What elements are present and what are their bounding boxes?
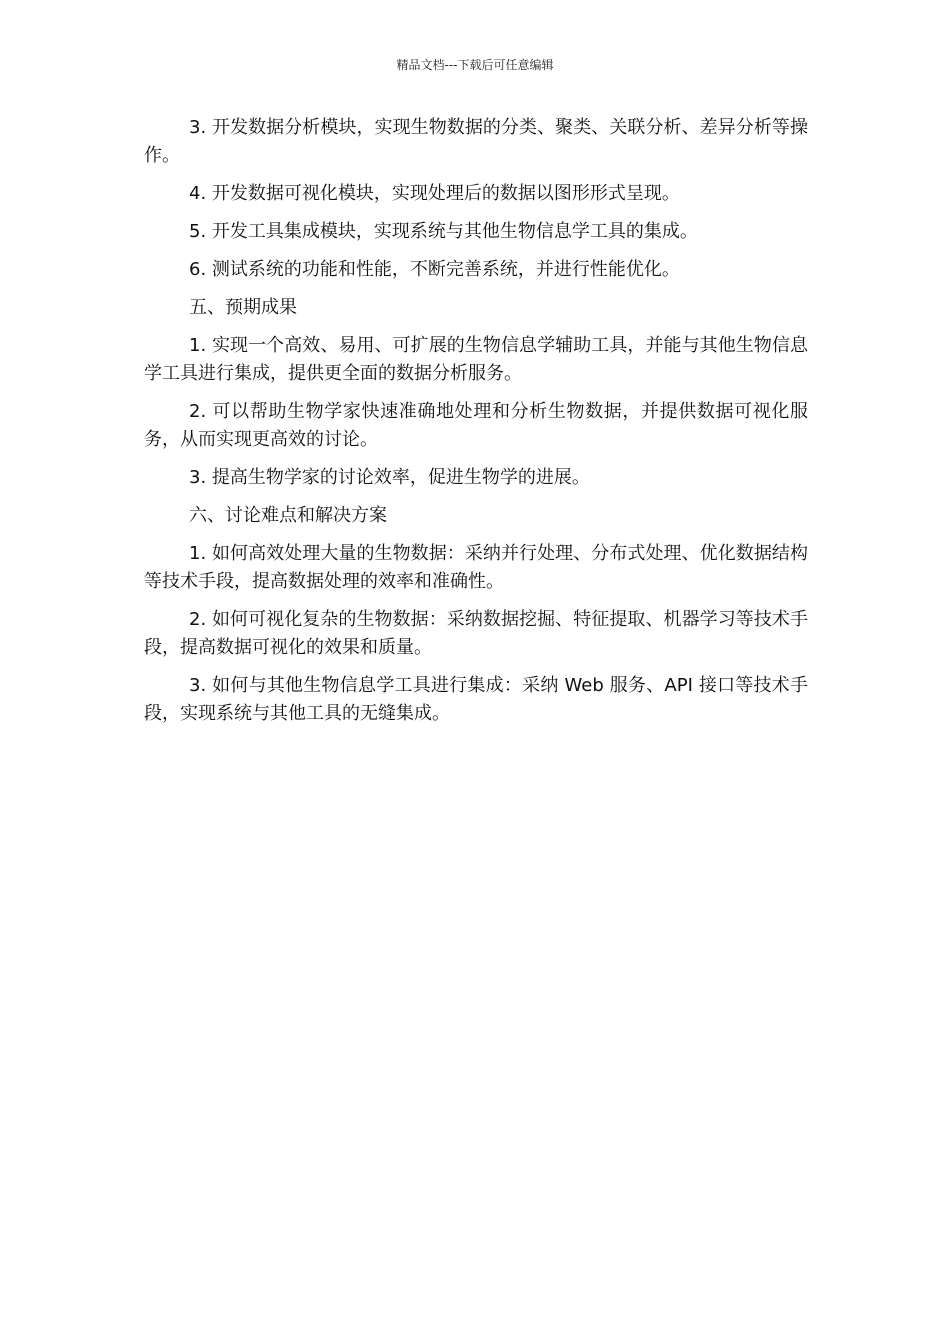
paragraph-result-2: 2. 可以帮助生物学家快速准确地处理和分析生物数据，并提供数据可视化服务，从而实现更高效的讨论。 (144, 401, 808, 450)
paragraph-dev-integration-module: 5. 开发工具集成模块，实现系统与其他生物信息学工具的集成。 (189, 221, 698, 242)
section-heading-difficulties: 六、讨论难点和解决方案 (189, 505, 387, 526)
paragraph-testing: 6. 测试系统的功能和性能，不断完善系统，并进行性能优化。 (189, 259, 680, 280)
paragraph-dev-visualization-module: 4. 开发数据可视化模块，实现处理后的数据以图形形式呈现。 (189, 183, 680, 204)
paragraph-difficulty-1: 1. 如何高效处理大量的生物数据：采纳并行处理、分布式处理、优化数据结构等技术手段，提高数据处理的效率和准确性。 (144, 543, 808, 592)
paragraph-difficulty-3: 3. 如何与其他生物信息学工具进行集成：采纳 Web 服务、API 接口等技术手段，实现系统与其他工具的无缝集成。 (144, 675, 808, 724)
section-heading-expected-results: 五、预期成果 (189, 297, 297, 318)
document-body (144, 114, 808, 738)
paragraph-result-1: 1. 实现一个高效、易用、可扩展的生物信息学辅助工具，并能与其他生物信息学工具进行集成，提供更全面的数据分析服务。 (144, 335, 808, 384)
paragraph-result-3: 3. 提高生物学家的讨论效率，促进生物学的进展。 (189, 467, 590, 488)
paragraph-dev-analysis-module: 3. 开发数据分析模块，实现生物数据的分类、聚类、关联分析、差异分析等操作。 (144, 117, 808, 166)
page-header: 精品文档---下载后可任意编辑 (396, 58, 554, 72)
paragraph-difficulty-2: 2. 如何可视化复杂的生物数据：采纳数据挖掘、特征提取、机器学习等技术手段，提高数据可视化的效果和质量。 (144, 609, 808, 658)
